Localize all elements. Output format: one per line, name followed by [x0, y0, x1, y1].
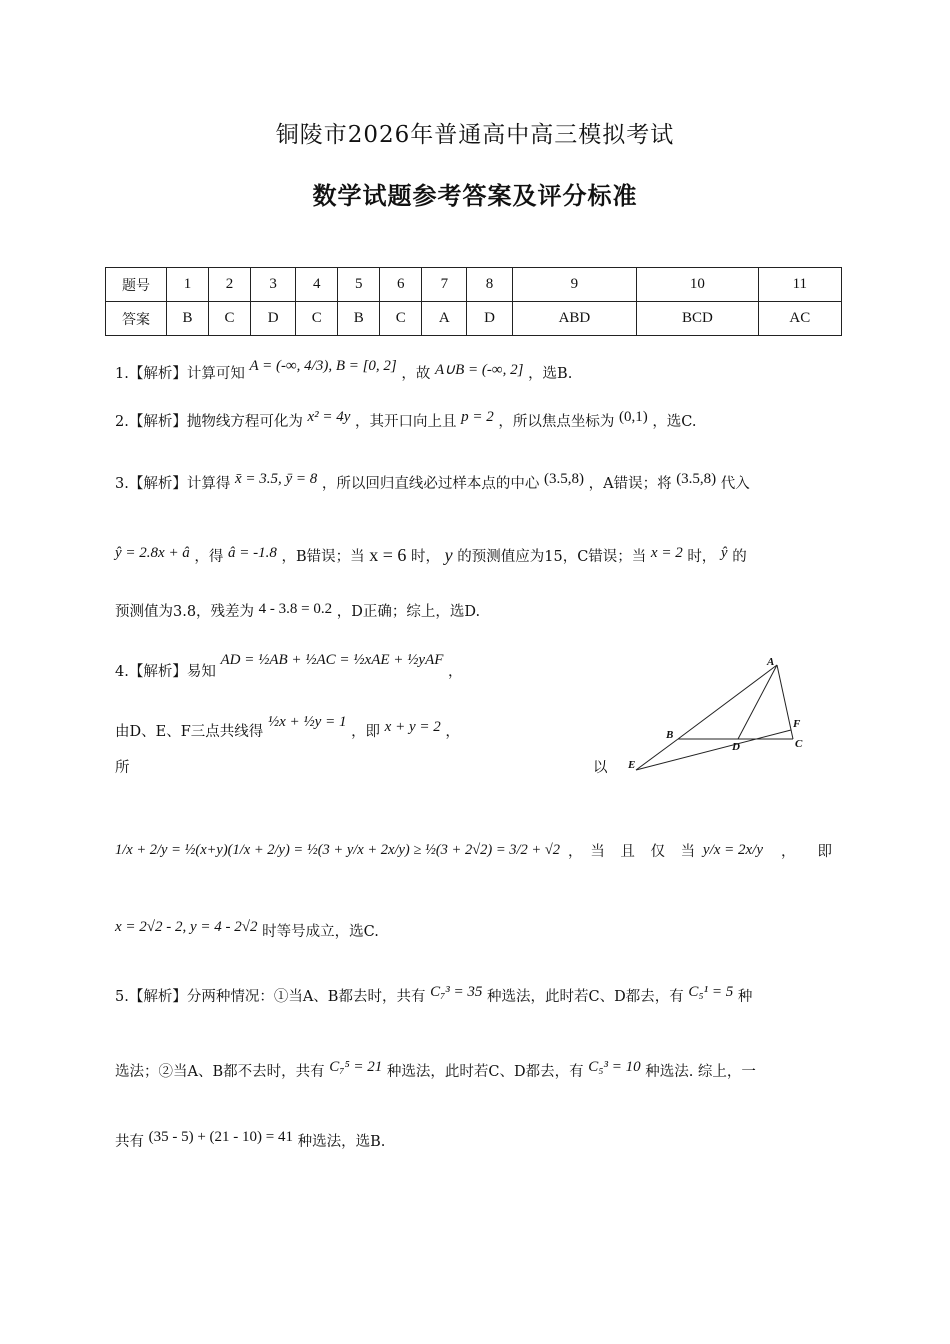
q4-l4-text5: 当: [680, 843, 696, 860]
q5-l1-formula1: C₇³ = 35: [430, 984, 483, 1000]
q3-l2-formula5: x = 2: [650, 545, 683, 561]
q5-l2-prefix: 选法；②当A、B都不去时，共有: [115, 1064, 325, 1080]
q3-l2-formula1: ŷ = 2.8x + â: [115, 545, 190, 561]
q2-formula: x² = 4y: [307, 409, 351, 425]
q4-l5-formula: x = 2√2 - 2, y = 4 - 2√2: [115, 919, 258, 935]
q5-l2-formula1: C₇⁵ = 21: [329, 1059, 383, 1075]
answer-table: [105, 267, 842, 336]
q1-mid: ，故: [401, 366, 431, 382]
q5-l2-mid: 种选法，此时若C、D都去，有: [386, 1064, 584, 1080]
q4-l4-formula2: y/x = 2x/y: [702, 841, 763, 858]
q3-l2-formula6: ŷ: [720, 545, 728, 561]
table-cell: 8: [467, 268, 512, 302]
q3-line1: [115, 472, 750, 493]
q5-l2-suffix: 种选法. 综上，一: [645, 1064, 756, 1080]
q5-l3-prefix: 共有: [115, 1134, 144, 1150]
label-b: B: [666, 729, 674, 741]
q3-l2-text5: 时，: [687, 549, 717, 565]
table-cell: A: [422, 302, 467, 336]
q5-l3-suffix: 种选法，选B.: [297, 1134, 386, 1150]
q5-l1-prefix: 5.【解析】分两种情况：①当A、B都去时，共有: [115, 989, 426, 1005]
q4-line2: [115, 714, 460, 741]
table-cell: D: [251, 302, 296, 336]
q5-line1: [115, 985, 752, 1006]
q4-l4-text3: 且: [620, 843, 635, 860]
table-cell: 3: [251, 268, 296, 302]
table-cell: 4: [296, 268, 338, 302]
q4-l2-mid: ，即: [351, 724, 381, 740]
q1-line: [115, 358, 573, 383]
label-e: E: [628, 759, 636, 771]
q5-line2: [115, 1060, 756, 1081]
q3-l3-text1: 预测值为3.8，残差为: [115, 604, 255, 620]
segment-ac: [777, 665, 793, 739]
q4-l5-suffix: 时等号成立，选C.: [262, 924, 379, 940]
q3-l1-suffix: 代入: [720, 476, 750, 492]
table-cell: 10: [637, 268, 758, 302]
page-title: 铜陵市2026年普通高中高三模拟考试: [275, 122, 675, 148]
q4-l2-formula: ½x + ½y = 1: [267, 714, 347, 730]
q4-line3-left: 所: [115, 760, 130, 776]
table-cell: B: [167, 302, 209, 336]
q2-mid2: ，所以焦点坐标为: [498, 414, 615, 430]
q3-l3-formula1: 4 - 3.8 = 0.2: [258, 601, 333, 617]
table-cell: 5: [338, 268, 380, 302]
q3-l2-text1: ，得: [194, 549, 224, 565]
q3-l1-prefix: 3.【解析】计算得: [115, 476, 231, 492]
q5-l3-formula1: (35 - 5) + (21 - 10) = 41: [148, 1129, 293, 1145]
triangle-figure: [620, 650, 810, 775]
q2-line: [115, 410, 697, 431]
q2-formula2: p = 2: [461, 409, 494, 425]
q4-line4: [115, 832, 832, 868]
q3-l2-formula2: â = -1.8: [228, 545, 277, 561]
q5-line3: [115, 1130, 385, 1151]
q4-l4-formula: 1/x + 2/y = ½(x+y)(1/x + 2/y) = ½(3 + y/x + 2x/y) ≥ ½(3 + 2√2) = 3/2 + √2: [115, 841, 561, 858]
q4-line1: [115, 652, 463, 681]
q3-l1-formula2: (3.5,8): [543, 471, 584, 487]
q4-l2-formula2: x + y = 2: [384, 719, 441, 735]
q3-l1-formula1: x̄ = 3.5, ȳ = 8: [234, 471, 318, 487]
q5-l2-formula2: C₅³ = 10: [588, 1059, 641, 1075]
table-cell: BCD: [637, 302, 758, 336]
segment-eb: [636, 739, 678, 770]
q3-l3-text2: ，D正确；综上，选D.: [336, 604, 481, 620]
label-a: A: [767, 656, 775, 668]
table-header-cell: 答案: [106, 302, 167, 336]
table-cell: AC: [758, 302, 841, 336]
table-header-cell: 题号: [106, 268, 167, 302]
table-cell: 2: [209, 268, 251, 302]
q4-l1-suffix: ，: [448, 664, 463, 680]
table-cell: B: [338, 302, 380, 336]
table-cell: 6: [380, 268, 422, 302]
label-d: D: [732, 741, 740, 753]
table-row: [106, 268, 842, 302]
segment-ad: [738, 665, 777, 739]
table-cell: ABD: [512, 302, 637, 336]
q1-formula2: A∪B = (-∞, 2]: [435, 362, 524, 378]
q5-l1-formula2: C₅¹ = 5: [688, 984, 734, 1000]
q3-l1-mid2: ，A错误；将: [588, 476, 672, 492]
q3-line3: [115, 600, 480, 621]
q4-line5: [115, 920, 379, 941]
q1-formula: A = (-∞, 4/3), B = [0, 2]: [249, 358, 397, 374]
table-cell: 11: [758, 268, 841, 302]
q4-l4-text4: 仅: [650, 843, 665, 860]
q2-formula3: (0,1): [618, 409, 648, 425]
table-cell: D: [467, 302, 512, 336]
q4-l4-text1: ，: [568, 843, 583, 860]
q3-l2-text4: 的预测值应为15，C错误；当: [457, 549, 647, 565]
q1-suffix: ，选B.: [528, 366, 573, 382]
q1-prefix: 1.【解析】计算可知: [115, 366, 245, 382]
q4-line3-right: 以: [593, 760, 608, 776]
table-cell: C: [209, 302, 251, 336]
table-cell: 1: [167, 268, 209, 302]
q4-l2-prefix: 由D、E、F三点共线得: [115, 724, 264, 740]
q3-l2-text2: ，B错误；当: [281, 549, 365, 565]
q3-l1-mid: ，所以回归直线必过样本点的中心: [321, 476, 540, 492]
q4-l4-text6: ，: [781, 843, 796, 860]
q3-l2-text3: 时，: [411, 549, 441, 565]
label-f: F: [793, 718, 801, 730]
q3-l1-formula3: (3.5,8): [676, 471, 717, 487]
segment-ab: [678, 665, 777, 739]
q3-l2-formula3: x = 6: [369, 545, 407, 565]
table-row: [106, 302, 842, 336]
q2-mid: ，其开口向上且: [355, 414, 457, 430]
q4-l4-text7: 即: [817, 843, 832, 860]
q3-l2-formula4: y: [444, 545, 453, 565]
q4-l1-formula: AD = ½AB + ½AC = ½xAE + ½yAF: [220, 652, 444, 668]
table-cell: C: [380, 302, 422, 336]
q2-prefix: 2.【解析】抛物线方程可化为: [115, 414, 303, 430]
table-cell: C: [296, 302, 338, 336]
q5-l1-mid: 种选法，此时若C、D都去，有: [487, 989, 684, 1005]
q4-l4-text2: 当: [590, 843, 605, 860]
table-cell: 7: [422, 268, 467, 302]
label-c: C: [795, 738, 803, 750]
segment-ef: [636, 730, 791, 770]
q3-l2-text6: 的: [732, 549, 747, 565]
q3-line2: [115, 545, 747, 566]
q4-l4-words: [583, 840, 703, 861]
q2-suffix: ，选C.: [652, 414, 697, 430]
q5-l1-suffix: 种: [737, 989, 753, 1005]
q4-l2-suffix: ，: [445, 724, 460, 740]
table-cell: 9: [512, 268, 637, 302]
page-subtitle: 数学试题参考答案及评分标准: [312, 181, 638, 210]
q4-l1-prefix: 4.【解析】易知: [115, 664, 216, 680]
